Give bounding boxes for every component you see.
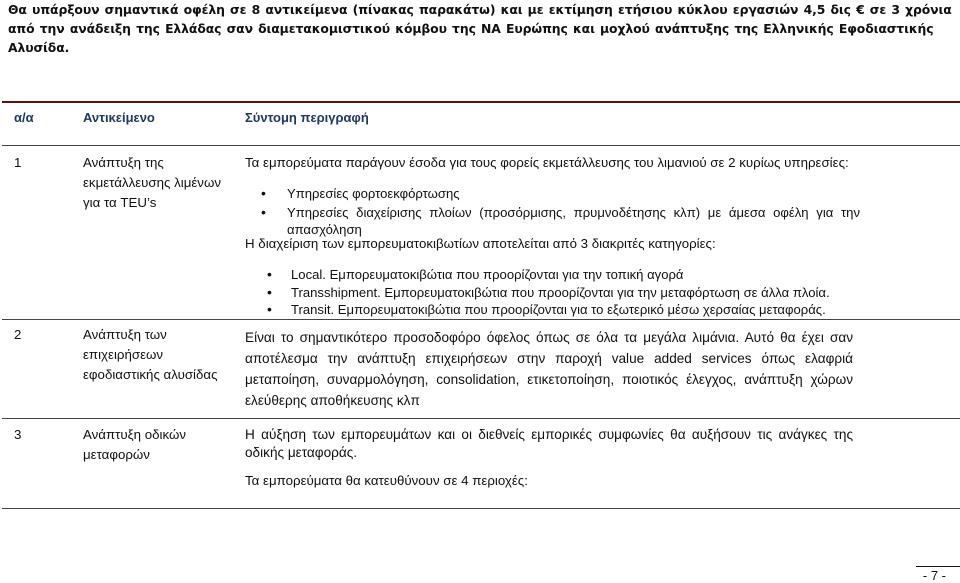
row-description: Η αύξηση των εμπορευμάτων και οι διεθνείς εμπορικές συμφωνίες θα αυξήσουν τις ανάγκες της οδικής μεταφοράς.: [245, 427, 853, 460]
row-subject: [83, 153, 233, 213]
subject-line: επιχειρήσεων: [83, 347, 164, 362]
subject-line: Ανάπτυξη της: [83, 155, 164, 170]
subject-line: Ανάπτυξη των: [83, 327, 167, 342]
bullet-icon: •: [267, 266, 272, 282]
subject-line: εφοδιαστικής αλυσίδας: [83, 367, 218, 382]
list-item: • Υπηρεσίες φορτοεκφόρτωσης: [261, 185, 460, 201]
subject-line: εκμετάλλευσης λιμένων: [83, 175, 221, 190]
bullet-icon: •: [261, 185, 266, 201]
header-number: α/α: [14, 110, 34, 125]
table-top-rule: [2, 101, 960, 103]
list-item: • Υπηρεσίες διαχείρισης πλοίων (προσόρμισης, πρυμνοδέτησης κλπ) με άμεσα οφέλη για την απασχόληση: [261, 203, 860, 237]
row-description-mid: Η διαχείριση των εμπορευματοκιβωτίων αποτελείται από 3 διακριτές κατηγορίες:: [245, 236, 716, 251]
header-divider: [2, 145, 960, 146]
intro-text-start: Θα υπάρξουν σημαντικά οφέλη σε 8 αντικείμενα (πίνακας παρακάτω) και με εκτίμηση ετήσιου κύκλου εργασιών 4,5 δις: [8, 2, 857, 17]
header-subject: Αντικείμενο: [83, 110, 155, 125]
page-number: - 7 -: [922, 568, 946, 583]
categories-list: [245, 266, 865, 319]
row-description-followup: Τα εμπορεύματα θα κατευθύνουν σε 4 περιοχές:: [245, 473, 528, 488]
subject-line: Ανάπτυξη οδικών: [83, 427, 186, 442]
row-description: Είναι το σημαντικότερο προσοδοφόρο όφελος όπως σε όλα τα μεγάλα λιμάνια. Αυτό θα έχει σαν αποτέλεσμα την ανάπτυξη επιχειρήσεων στην παροχή value added services όπως ελαφριά μεταποίηση, συναρμολόγηση, consolidation, ετικετοποίηση, ποιοτικός έλεγχος, ανάπτυξη χώρων ελεύθερης αποθήκευσης κλπ: [245, 330, 853, 408]
footer-rule: [916, 566, 960, 567]
row-number: 1: [14, 155, 22, 170]
row-divider: [2, 418, 960, 419]
euro-symbol: €: [856, 2, 865, 17]
list-item: • Transshipment. Εμπορευματοκιβώτια που προορίζονται για την μεταφόρτωση σε άλλα πλοία.: [267, 283, 830, 300]
row-number: 2: [14, 327, 22, 342]
bullet-icon: •: [267, 301, 272, 317]
row-subject: [83, 325, 233, 385]
row-divider: [2, 319, 960, 320]
header-description: Σύντομη περιγραφή: [245, 110, 369, 125]
intro-paragraph: [8, 0, 958, 57]
row-number: 3: [14, 427, 22, 442]
services-list: [245, 185, 860, 239]
subject-line: μεταφορών: [83, 447, 150, 462]
bullet-icon: •: [261, 203, 266, 220]
list-item: • Local. Εμπορευματοκιβώτια που προορίζονται για την τοπική αγορά: [267, 266, 684, 282]
list-item: • Transit. Εμπορευματοκιβώτια που προορίζονται για το εξωτερικό μέσω χερσαίας μεταφοράς.: [267, 301, 826, 317]
row-description-intro: Τα εμπορεύματα παράγουν έσοδα για τους φορείς εκμετάλλευσης του λιμανιού σε 2 κυρίως υπηρεσίες:: [245, 155, 849, 170]
subject-line: για τα TEU’s: [83, 195, 157, 210]
row-subject: [83, 425, 233, 465]
table-bottom-rule: [2, 508, 960, 509]
intro-text-end: σε 3 χρόνια από την ανάδειξη της Ελλάδας σαν διαμετακομιστικού κόμβου της ΝΑ Ευρώπης και μοχλού ανάπτυξης της Ελληνικής Εφοδιαστικής Αλυσίδα.: [8, 2, 952, 55]
bullet-icon: •: [267, 283, 272, 300]
